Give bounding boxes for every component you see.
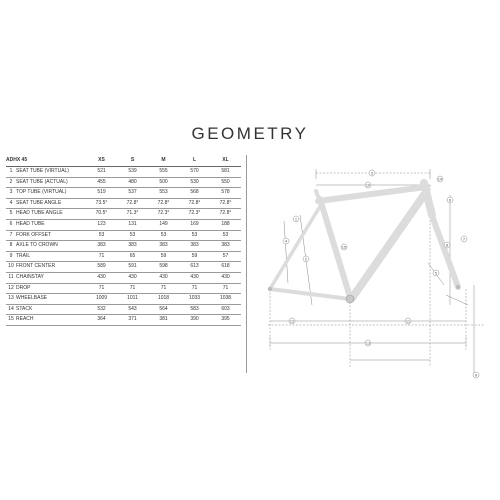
svg-text:3: 3	[370, 170, 374, 176]
dim-label-11	[405, 318, 411, 324]
cell-value: 70.5°	[86, 209, 117, 220]
cell-value: 550	[210, 177, 241, 188]
cell-value: 583	[179, 304, 210, 315]
dim-label-10	[365, 182, 371, 188]
svg-text:15: 15	[341, 244, 347, 250]
cell-value: 530	[179, 177, 210, 188]
geometry-table	[6, 155, 241, 326]
size-header: M	[148, 155, 179, 167]
cell-value: 72.8°	[117, 198, 148, 209]
table-row	[6, 219, 241, 230]
dim-label-4	[283, 238, 289, 244]
row-label: AXLE TO CROWN	[16, 241, 86, 252]
cell-value: 169	[179, 219, 210, 230]
table-row	[6, 188, 241, 199]
dim-label-6	[447, 197, 453, 203]
cell-value: 1033	[179, 294, 210, 305]
cell-value: 383	[86, 241, 117, 252]
row-index: 12	[6, 283, 16, 294]
svg-text:5: 5	[434, 270, 438, 276]
cell-value: 521	[86, 167, 117, 178]
size-header: S	[117, 155, 148, 167]
cell-value: 570	[179, 167, 210, 178]
row-index: 6	[6, 219, 16, 230]
cell-value: 430	[210, 272, 241, 283]
dim-label-2	[303, 256, 309, 262]
cell-value: 539	[117, 167, 148, 178]
cell-value: 53	[148, 230, 179, 241]
table-row	[6, 177, 241, 188]
dim-label-13	[365, 340, 371, 346]
bottom-bracket	[346, 295, 354, 303]
cell-value: 537	[117, 188, 148, 199]
cell-value: 188	[210, 219, 241, 230]
cell-value: 383	[117, 241, 148, 252]
table-row	[6, 294, 241, 305]
table-header-row	[6, 155, 241, 167]
table-row	[6, 283, 241, 294]
dim-label-3	[369, 170, 375, 176]
table-row	[6, 251, 241, 262]
cell-value: 72.8°	[179, 198, 210, 209]
cell-value: 65	[117, 251, 148, 262]
row-index: 15	[6, 315, 16, 326]
row-index: 8	[6, 241, 16, 252]
row-label: HEAD TUBE	[16, 219, 86, 230]
cell-value: 568	[179, 188, 210, 199]
cell-value: 390	[179, 315, 210, 326]
page-title: GEOMETRY	[191, 124, 309, 143]
down-tube	[352, 195, 424, 298]
cell-value: 72.8°	[148, 198, 179, 209]
cell-value: 71	[210, 283, 241, 294]
cell-value: 371	[117, 315, 148, 326]
cell-value: 71	[86, 251, 117, 262]
cell-value: 430	[179, 272, 210, 283]
cell-value: 430	[117, 272, 148, 283]
svg-text:1: 1	[294, 216, 298, 222]
row-index: 14	[6, 304, 16, 315]
row-label: SEAT TUBE ANGLE	[16, 198, 86, 209]
table-row	[6, 262, 241, 273]
cell-value: 543	[117, 304, 148, 315]
svg-text:7: 7	[462, 236, 466, 242]
row-label: FORK OFFSET	[16, 230, 86, 241]
cell-value: 59	[179, 251, 210, 262]
table-row	[6, 304, 241, 315]
cell-value: 395	[210, 315, 241, 326]
svg-text:4: 4	[284, 238, 288, 244]
row-index: 1	[6, 167, 16, 178]
row-index: 13	[6, 294, 16, 305]
table-row	[6, 241, 241, 252]
cell-value: 72.8°	[210, 209, 241, 220]
row-index: 9	[6, 251, 16, 262]
row-index: 7	[6, 230, 16, 241]
cell-value: 71	[148, 283, 179, 294]
row-index: 4	[6, 198, 16, 209]
cell-value: 131	[117, 219, 148, 230]
row-label: REACH	[16, 315, 86, 326]
dimension-labels	[283, 170, 479, 378]
cell-value: 364	[86, 315, 117, 326]
geometry-table-wrap	[6, 155, 241, 326]
table-row	[6, 315, 241, 326]
row-label: FRONT CENTER	[16, 262, 86, 273]
cell-value: 581	[210, 167, 241, 178]
table-row	[6, 272, 241, 283]
cell-value: 430	[148, 272, 179, 283]
cell-value: 532	[86, 304, 117, 315]
cell-value: 598	[148, 262, 179, 273]
svg-text:2: 2	[304, 256, 308, 262]
cell-value: 71	[117, 283, 148, 294]
row-label: TOP TUBE (VIRTUAL)	[16, 188, 86, 199]
svg-text:12: 12	[289, 318, 295, 324]
dim-label-8	[444, 242, 450, 248]
row-index: 5	[6, 209, 16, 220]
geometry-diagram	[248, 155, 496, 385]
cell-value: 53	[210, 230, 241, 241]
cell-value: 383	[148, 241, 179, 252]
cell-value: 383	[179, 241, 210, 252]
row-index: 3	[6, 188, 16, 199]
svg-text:13: 13	[365, 340, 371, 346]
top-tube	[318, 187, 426, 201]
dim-label-1	[293, 216, 299, 222]
dim-label-9	[473, 372, 479, 378]
svg-text:9: 9	[474, 372, 478, 378]
cell-value: 73.5°	[86, 198, 117, 209]
size-header: XS	[86, 155, 117, 167]
rear-dropout	[268, 287, 272, 291]
cell-value: 72.8°	[210, 198, 241, 209]
front-dropout	[456, 285, 460, 289]
cell-value: 555	[148, 167, 179, 178]
cell-value: 53	[86, 230, 117, 241]
table-row	[6, 209, 241, 220]
table-row	[6, 230, 241, 241]
svg-text:6: 6	[448, 197, 452, 203]
cell-value: 72.3°	[179, 209, 210, 220]
cell-value: 383	[210, 241, 241, 252]
svg-text:14: 14	[437, 176, 443, 182]
cell-value: 500	[148, 177, 179, 188]
table-row	[6, 167, 241, 178]
cell-value: 553	[148, 188, 179, 199]
cell-value: 71	[179, 283, 210, 294]
row-label: SEAT TUBE (ACTUAL)	[16, 177, 86, 188]
row-label: SEAT TUBE (VIRTUAL)	[16, 167, 86, 178]
dim-label-7	[461, 236, 467, 242]
size-header: XL	[210, 155, 241, 167]
cell-value: 1009	[86, 294, 117, 305]
model-name: ADHX 45	[6, 155, 86, 167]
cell-value: 519	[86, 188, 117, 199]
cell-value: 578	[210, 188, 241, 199]
cell-value: 455	[86, 177, 117, 188]
cell-value: 53	[117, 230, 148, 241]
row-index: 10	[6, 262, 16, 273]
seat-post	[316, 191, 322, 207]
dim-label-15	[341, 244, 347, 250]
cell-value: 591	[117, 262, 148, 273]
row-label: STACK	[16, 304, 86, 315]
dim-label-12	[289, 318, 295, 324]
cell-value: 430	[86, 272, 117, 283]
cell-value: 1011	[117, 294, 148, 305]
row-index: 2	[6, 177, 16, 188]
cell-value: 149	[148, 219, 179, 230]
svg-text:11: 11	[405, 318, 411, 324]
row-label: TRAIL	[16, 251, 86, 262]
size-header: L	[179, 155, 210, 167]
svg-text:10: 10	[365, 182, 371, 188]
dim-label-14	[437, 176, 443, 182]
cell-value: 1038	[210, 294, 241, 305]
row-index: 11	[6, 272, 16, 283]
geometry-table-body	[6, 167, 241, 326]
cell-value: 71.3°	[117, 209, 148, 220]
cell-value: 57	[210, 251, 241, 262]
cell-value: 564	[148, 304, 179, 315]
cell-value: 53	[179, 230, 210, 241]
cell-value: 613	[179, 262, 210, 273]
cell-value: 72.3°	[148, 209, 179, 220]
table-row	[6, 198, 241, 209]
divider	[246, 155, 247, 373]
cell-value: 603	[210, 304, 241, 315]
row-label: DROP	[16, 283, 86, 294]
cell-value: 589	[86, 262, 117, 273]
row-label: WHEELBASE	[16, 294, 86, 305]
row-label: HEAD TUBE ANGLE	[16, 209, 86, 220]
dim-line	[446, 295, 468, 305]
cell-value: 123	[86, 219, 117, 230]
cell-value: 59	[148, 251, 179, 262]
cell-value: 1018	[148, 294, 179, 305]
cell-value: 618	[210, 262, 241, 273]
cell-value: 480	[117, 177, 148, 188]
row-label: CHAINSTAY	[16, 272, 86, 283]
dim-line	[284, 221, 288, 283]
svg-text:8: 8	[445, 242, 449, 248]
cell-value: 71	[86, 283, 117, 294]
dim-label-5	[433, 270, 439, 276]
cell-value: 381	[148, 315, 179, 326]
